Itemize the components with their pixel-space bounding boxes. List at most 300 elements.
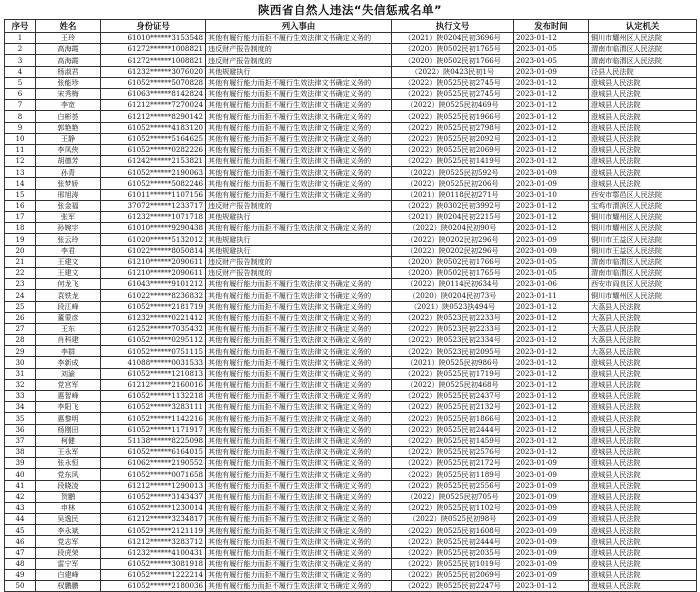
cell-id-number: 61232******0221412 (101, 312, 206, 323)
cell-id-number: 51138******8225098 (101, 435, 206, 446)
cell-name: 党志军 (36, 536, 101, 547)
header-publish-date: 发布时间 (514, 20, 589, 33)
cell-reason: 其他有履行能力而拒不履行生效法律文书确定义务的 (206, 144, 392, 155)
table-row (5, 77, 697, 88)
cell-name: 雷宁军 (36, 558, 101, 569)
cell-authority: 澄城县人民法院 (589, 502, 697, 513)
cell-id-number: 61272******1008821 (101, 44, 206, 55)
cell-publish-date: 2023-01-12 (514, 379, 589, 390)
cell-index: 24 (5, 290, 36, 301)
cell-id-number: 61063******8142824 (101, 88, 206, 99)
cell-id-number: 61272******1008821 (101, 55, 206, 66)
cell-authority: 铜川市耀州区人民法院 (589, 290, 697, 301)
cell-id-number: 41088******0031533 (101, 357, 206, 368)
cell-case-number: （2020）陕0204民初73号 (392, 290, 514, 301)
cell-publish-date: 2023-01-12 (514, 212, 589, 223)
cell-case-number: （2020）陕0502民初1765号 (392, 267, 514, 278)
cell-reason: 其他有履行能力而拒不履行生效法律文书确定义务的 (206, 458, 392, 469)
cell-publish-date: 2023-01-12 (514, 402, 589, 413)
cell-id-number: 61052******0071658 (101, 469, 206, 480)
cell-case-number: （2021）陕0118民初271号 (392, 189, 514, 200)
cell-reason: 其他有履行能力而拒不履行生效法律文书确定义务的 (206, 156, 392, 167)
cell-id-number: 61052******2121119 (101, 525, 206, 536)
cell-publish-date: 2023-01-09 (514, 167, 589, 178)
cell-case-number: （2022）陕0525民初592号 (392, 167, 514, 178)
cell-name: 惠黎明 (36, 413, 101, 424)
cell-publish-date: 2023-01-10 (514, 189, 589, 200)
cell-reason: 其他有履行能力而拒不履行生效法律文书确定义务的 (206, 536, 392, 547)
cell-name: 邢旭涛 (36, 189, 101, 200)
cell-name: 杨刚田 (36, 424, 101, 435)
table-row (5, 156, 697, 167)
cell-case-number: （2022）陕0525民初2247号 (392, 581, 514, 592)
cell-case-number: （2022）陕0523民初2233号 (392, 323, 514, 334)
cell-index: 45 (5, 525, 36, 536)
cell-publish-date: 2023-01-11 (514, 290, 589, 301)
cell-id-number: 61232******4100431 (101, 547, 206, 558)
table-row (5, 290, 697, 301)
cell-reason: 其他有履行能力而拒不履行生效法律文书确定义务的 (206, 581, 392, 592)
cell-id-number: 61052******0751115 (101, 346, 206, 357)
cell-id-number: 61052******1171917 (101, 424, 206, 435)
cell-authority: 澄城县人民法院 (589, 88, 697, 99)
cell-index: 35 (5, 413, 36, 424)
cell-id-number: 61052******2190063 (101, 167, 206, 178)
cell-authority: 铜川市王益区人民法院 (589, 234, 697, 245)
table-row (5, 178, 697, 189)
cell-reason: 违反财产报告制度的 (206, 256, 392, 267)
cell-publish-date: 2023-01-12 (514, 346, 589, 357)
cell-authority: 澄城县人民法院 (589, 111, 697, 122)
cell-id-number: 61052******5164625 (101, 133, 206, 144)
cell-authority: 澄城县人民法院 (589, 379, 697, 390)
cell-name: 王静 (36, 133, 101, 144)
cell-reason: 其他有履行能力而拒不履行生效法律文书确定义务的 (206, 558, 392, 569)
cell-case-number: （2022）陕0525民初1189号 (392, 469, 514, 480)
cell-id-number: 61052******1210813 (101, 368, 206, 379)
header-reason: 列入事由 (206, 20, 392, 33)
cell-reason: 其他有履行能力而拒不履行生效法律文书确定义务的 (206, 167, 392, 178)
cell-name: 胡德芳 (36, 156, 101, 167)
table-row (5, 267, 697, 278)
cell-index: 9 (5, 122, 36, 133)
cell-authority: 澄城县人民法院 (589, 558, 697, 569)
cell-authority: 澄城县人民法院 (589, 514, 697, 525)
cell-authority: 大荔县人民法院 (589, 346, 697, 357)
cell-case-number: （2022）陕0525民初468号 (392, 379, 514, 390)
cell-case-number: （2020）陕0502民初1766号 (392, 256, 514, 267)
cell-index: 38 (5, 446, 36, 457)
cell-name: 党东风 (36, 469, 101, 480)
cell-reason: 其他有履行能力而拒不履行生效法律文书确定义务的 (206, 435, 392, 446)
cell-reason: 其他有履行能力而拒不履行生效法律文书确定义务的 (206, 301, 392, 312)
cell-authority: 澄城县人民法院 (589, 446, 697, 457)
cell-authority: 澄城县人民法院 (589, 167, 697, 178)
table-row (5, 502, 697, 513)
cell-reason: 其他有履行能力而拒不履行生效法律文书确定义务的 (206, 290, 392, 301)
cell-case-number: （2022）陕0525民初206号 (392, 178, 514, 189)
cell-publish-date: 2023-01-12 (514, 581, 589, 592)
table-row (5, 547, 697, 558)
table-row (5, 33, 697, 44)
blacklist-table (4, 19, 697, 592)
cell-publish-date: 2023-01-09 (514, 536, 589, 547)
cell-name: 张云玲 (36, 234, 101, 245)
cell-id-number: 61212******8290142 (101, 111, 206, 122)
cell-index: 12 (5, 156, 36, 167)
table-row (5, 212, 697, 223)
cell-name: 郭艳艳 (36, 122, 101, 133)
cell-authority: 西安市鄠邑区人民法院 (589, 189, 697, 200)
cell-publish-date: 2023-01-09 (514, 178, 589, 189)
cell-authority: 澄城县人民法院 (589, 144, 697, 155)
cell-case-number: （2022）陕0202民初296号 (392, 245, 514, 256)
cell-publish-date: 2023-01-12 (514, 122, 589, 133)
cell-case-number: （2022）陕0525民初705号 (392, 491, 514, 502)
cell-case-number: （2022）陕0525民初1966号 (392, 111, 514, 122)
cell-reason: 其他有履行能力而拒不履行生效法律文书确定义务的 (206, 469, 392, 480)
header-index: 序号 (5, 20, 36, 33)
cell-publish-date: 2023-01-09 (514, 514, 589, 525)
cell-name: 高海霞 (36, 55, 101, 66)
cell-id-number: 61052******1222214 (101, 570, 206, 581)
cell-name: 王玲 (36, 33, 101, 44)
cell-case-number: （2022）陕0302民初3992号 (392, 200, 514, 211)
cell-case-number: （2022）陕0525民初2745号 (392, 77, 514, 88)
cell-publish-date: 2023-01-09 (514, 458, 589, 469)
cell-index: 33 (5, 391, 36, 402)
cell-authority: 渭南市临渭区人民法院 (589, 267, 697, 278)
cell-index: 25 (5, 301, 36, 312)
cell-name: 董蒙彦 (36, 312, 101, 323)
table-row (5, 100, 697, 111)
cell-index: 50 (5, 581, 36, 592)
cell-name: 段江峰 (36, 301, 101, 312)
cell-id-number: 61212******3283712 (101, 536, 206, 547)
cell-case-number: （2022）陕0525民初2556号 (392, 480, 514, 491)
cell-index: 2 (5, 44, 36, 55)
cell-index: 11 (5, 144, 36, 155)
cell-case-number: （2021）陕0525民初986号 (392, 357, 514, 368)
cell-index: 1 (5, 33, 36, 44)
cell-index: 29 (5, 346, 36, 357)
cell-name: 吴逸民 (36, 514, 101, 525)
cell-name: 何龙飞 (36, 279, 101, 290)
table-row (5, 312, 697, 323)
cell-id-number: 61052******2180036 (101, 581, 206, 592)
cell-publish-date: 2023-01-09 (514, 525, 589, 536)
table-row (5, 536, 697, 547)
table-row (5, 402, 697, 413)
table-row (5, 458, 697, 469)
cell-name: 段虎荣 (36, 547, 101, 558)
cell-authority: 渭南市临渭区人民法院 (589, 55, 697, 66)
cell-publish-date: 2023-01-12 (514, 200, 589, 211)
cell-authority: 澄城县人民法院 (589, 581, 697, 592)
cell-name: 李永斌 (36, 525, 101, 536)
cell-index: 8 (5, 111, 36, 122)
cell-authority: 铜川市耀州区人民法院 (589, 212, 697, 223)
cell-index: 30 (5, 357, 36, 368)
header-case-number: 执行文号 (392, 20, 514, 33)
table-row (5, 424, 697, 435)
table-row (5, 55, 697, 66)
cell-reason: 其他有履行能力而拒不履行生效法律文书确定义务的 (206, 514, 392, 525)
table-row (5, 200, 697, 211)
cell-reason: 违反财产报告制度的 (206, 267, 392, 278)
cell-reason: 其他有履行能力而拒不履行生效法律文书确定义务的 (206, 100, 392, 111)
table-row (5, 111, 697, 122)
cell-name: 李群 (36, 346, 101, 357)
cell-index: 42 (5, 491, 36, 502)
cell-index: 22 (5, 267, 36, 278)
cell-name: 惠智峰 (36, 391, 101, 402)
table-row (5, 223, 697, 234)
cell-name: 张能珍 (36, 77, 101, 88)
cell-reason: 违反财产报告制度的 (206, 55, 392, 66)
table-row (5, 558, 697, 569)
cell-authority: 澄城县人民法院 (589, 570, 697, 581)
cell-publish-date: 2023-01-12 (514, 413, 589, 424)
cell-publish-date: 2023-01-12 (514, 301, 589, 312)
cell-id-number: 37072******1233717 (101, 200, 206, 211)
cell-authority: 西安市阎良区人民法院 (589, 279, 697, 290)
cell-publish-date: 2023-01-09 (514, 480, 589, 491)
cell-name: 党宫军 (36, 379, 101, 390)
cell-index: 10 (5, 133, 36, 144)
cell-authority: 澄城县人民法院 (589, 491, 697, 502)
cell-index: 36 (5, 424, 36, 435)
header-name: 姓名 (36, 20, 101, 33)
cell-index: 28 (5, 335, 36, 346)
cell-reason: 其他有履行能力而拒不履行生效法律文书确定义务的 (206, 346, 392, 357)
cell-reason: 其他有履行能力而拒不履行生效法律文书确定义务的 (206, 189, 392, 200)
cell-publish-date: 2023-01-12 (514, 144, 589, 155)
cell-name: 贺鹏 (36, 491, 101, 502)
cell-publish-date: 2023-01-09 (514, 491, 589, 502)
cell-reason: 其他有履行能力而拒不履行生效法律文书确定义务的 (206, 379, 392, 390)
cell-name: 张永恒 (36, 458, 101, 469)
cell-publish-date: 2023-01-12 (514, 435, 589, 446)
cell-index: 31 (5, 368, 36, 379)
table-row (5, 391, 697, 402)
cell-index: 23 (5, 279, 36, 290)
cell-reason: 其他有履行能力而拒不履行生效法律文书确定义务的 (206, 133, 392, 144)
cell-authority: 澄城县人民法院 (589, 100, 697, 111)
cell-index: 43 (5, 502, 36, 513)
cell-reason: 其他有履行能力而拒不履行生效法律文书确定义务的 (206, 33, 392, 44)
cell-id-number: 61052******4183120 (101, 122, 206, 133)
cell-id-number: 61052******3143437 (101, 491, 206, 502)
cell-name: 李阳飞 (36, 402, 101, 413)
cell-name: 杨淑君 (36, 66, 101, 77)
cell-authority: 澄城县人民法院 (589, 133, 697, 144)
cell-publish-date: 2023-01-12 (514, 323, 589, 334)
cell-id-number: 61052******3081918 (101, 558, 206, 569)
cell-reason: 其他有履行能力而拒不履行生效法律文书确定义务的 (206, 424, 392, 435)
cell-reason: 其他规避执行 (206, 234, 392, 245)
cell-case-number: （2022）陕0525民初2069号 (392, 570, 514, 581)
cell-index: 32 (5, 379, 36, 390)
cell-name: 王建文 (36, 267, 101, 278)
cell-name: 王建文 (36, 256, 101, 267)
table-row (5, 66, 697, 77)
cell-name: 王东 (36, 323, 101, 334)
cell-id-number: 61062******2190552 (101, 458, 206, 469)
cell-index: 46 (5, 536, 36, 547)
cell-id-number: 61252******7035432 (101, 323, 206, 334)
cell-name: 孙婉宇 (36, 223, 101, 234)
cell-name: 申林 (36, 502, 101, 513)
cell-reason: 其他有履行能力而拒不履行生效法律文书确定义务的 (206, 491, 392, 502)
cell-publish-date: 2023-01-12 (514, 368, 589, 379)
table-row (5, 581, 697, 592)
cell-id-number: 61011******1107156 (101, 189, 206, 200)
cell-index: 21 (5, 256, 36, 267)
cell-authority: 铜川市耀州区人民法院 (589, 33, 697, 44)
cell-publish-date: 2023-01-09 (514, 558, 589, 569)
cell-id-number: 61020******5132012 (101, 234, 206, 245)
cell-publish-date: 2023-01-09 (514, 66, 589, 77)
cell-publish-date: 2023-01-05 (514, 55, 589, 66)
cell-authority: 渭南市临渭区人民法院 (589, 256, 697, 267)
cell-authority: 澄城县人民法院 (589, 368, 697, 379)
cell-authority: 渭南市临渭区人民法院 (589, 44, 697, 55)
table-row (5, 446, 697, 457)
cell-id-number: 61052******6164015 (101, 446, 206, 457)
cell-reason: 其他有履行能力而拒不履行生效法律文书确定义务的 (206, 122, 392, 133)
table-row (5, 122, 697, 133)
cell-authority: 澄城县人民法院 (589, 122, 697, 133)
cell-authority: 大荔县人民法院 (589, 301, 697, 312)
cell-publish-date: 2023-01-12 (514, 391, 589, 402)
cell-id-number: 61052******3283111 (101, 402, 206, 413)
cell-publish-date: 2023-01-09 (514, 570, 589, 581)
cell-reason: 其他规避执行 (206, 66, 392, 77)
cell-authority: 澄城县人民法院 (589, 536, 697, 547)
cell-publish-date: 2023-01-05 (514, 267, 589, 278)
cell-case-number: （2020）陕0502民初1765号 (392, 44, 514, 55)
cell-index: 20 (5, 245, 36, 256)
table-row (5, 413, 697, 424)
cell-case-number: （2022）陕0525民初1608号 (392, 525, 514, 536)
cell-id-number: 61212******2160016 (101, 379, 206, 390)
cell-case-number: （2022）陕0525民初1459号 (392, 435, 514, 446)
cell-id-number: 61210******2090611 (101, 256, 206, 267)
cell-reason: 其他有履行能力而拒不履行生效法律文书确定义务的 (206, 335, 392, 346)
header-id-number: 身份证号 (101, 20, 206, 33)
cell-reason: 其他有履行能力而拒不履行生效法律文书确定义务的 (206, 402, 392, 413)
cell-case-number: （2022）陕0525民初2444号 (392, 424, 514, 435)
cell-reason: 其他有履行能力而拒不履行生效法律文书确定义务的 (206, 525, 392, 536)
cell-reason: 其他有履行能力而拒不履行生效法律文书确定义务的 (206, 368, 392, 379)
table-row (5, 189, 697, 200)
cell-reason: 其他有履行能力而拒不履行生效法律文书确定义务的 (206, 570, 392, 581)
cell-reason: 其他有履行能力而拒不履行生效法律文书确定义务的 (206, 279, 392, 290)
cell-name: 袁铁龙 (36, 290, 101, 301)
cell-authority: 澄城县人民法院 (589, 424, 697, 435)
cell-authority: 澄城县人民法院 (589, 413, 697, 424)
table-row (5, 480, 697, 491)
cell-case-number: （2021）陕0523执494号 (392, 301, 514, 312)
cell-name: 白建峰 (36, 570, 101, 581)
cell-index: 40 (5, 469, 36, 480)
cell-name: 张金福 (36, 200, 101, 211)
cell-authority: 澄城县人民法院 (589, 469, 697, 480)
cell-case-number: （2022）陕0525民初98号 (392, 514, 514, 525)
cell-reason: 其他有履行能力而拒不履行生效法律文书确定义务的 (206, 111, 392, 122)
table-row (5, 514, 697, 525)
cell-authority: 铜川市耀州区人民法院 (589, 223, 697, 234)
cell-index: 37 (5, 435, 36, 446)
cell-publish-date: 2023-01-12 (514, 33, 589, 44)
cell-case-number: （2022）陕0525民初1719号 (392, 368, 514, 379)
cell-authority: 宝鸡市渭滨区人民法院 (589, 200, 697, 211)
cell-index: 13 (5, 167, 36, 178)
table-row (5, 357, 697, 368)
cell-id-number: 61010******3153548 (101, 33, 206, 44)
cell-index: 3 (5, 55, 36, 66)
cell-id-number: 61052******0282226 (101, 144, 206, 155)
cell-name: 段晓凌 (36, 480, 101, 491)
cell-reason: 其他有履行能力而拒不履行生效法律文书确定义务的 (206, 391, 392, 402)
cell-id-number: 61052******2181719 (101, 301, 206, 312)
cell-index: 5 (5, 77, 36, 88)
cell-case-number: （2022）陕0525民初1102号 (392, 502, 514, 513)
cell-reason: 其他有履行能力而拒不履行生效法律文书确定义务的 (206, 547, 392, 558)
table-row (5, 570, 697, 581)
cell-reason: 其他有履行能力而拒不履行生效法律文书确定义务的 (206, 446, 392, 457)
table-row (5, 368, 697, 379)
table-row (5, 525, 697, 536)
cell-name: 宋秀梅 (36, 88, 101, 99)
cell-name: 李宽 (36, 100, 101, 111)
cell-publish-date: 2023-01-12 (514, 424, 589, 435)
cell-id-number: 61232******3076020 (101, 66, 206, 77)
cell-publish-date: 2023-01-12 (514, 156, 589, 167)
table-row (5, 469, 697, 480)
cell-name: 孙青 (36, 167, 101, 178)
cell-index: 7 (5, 100, 36, 111)
cell-case-number: （2022）陕0525民初1866号 (392, 413, 514, 424)
cell-publish-date: 2023-01-12 (514, 312, 589, 323)
cell-name: 权鹏鹏 (36, 581, 101, 592)
cell-authority: 大荔县人民法院 (589, 312, 697, 323)
table-row (5, 301, 697, 312)
cell-name: 张军 (36, 212, 101, 223)
cell-id-number: 61210******2090611 (101, 267, 206, 278)
cell-index: 16 (5, 200, 36, 211)
cell-reason: 违反财产报告制度的 (206, 200, 392, 211)
cell-publish-date: 2023-01-12 (514, 446, 589, 457)
cell-case-number: （2022）陕0525民初2745号 (392, 88, 514, 99)
cell-index: 19 (5, 234, 36, 245)
table-row (5, 435, 697, 446)
table-row (5, 167, 697, 178)
cell-authority: 澄城县人民法院 (589, 525, 697, 536)
header-row (5, 20, 697, 33)
cell-authority: 大荔县人民法院 (589, 335, 697, 346)
table-row (5, 144, 697, 155)
cell-authority: 澄城县人民法院 (589, 357, 697, 368)
cell-reason: 其他有履行能力而拒不履行生效法律文书确定义务的 (206, 312, 392, 323)
table-row (5, 323, 697, 334)
cell-name: 高海霞 (36, 44, 101, 55)
cell-reason: 其他有履行能力而拒不履行生效法律文书确定义务的 (206, 413, 392, 424)
cell-authority: 澄城县人民法院 (589, 402, 697, 413)
cell-case-number: （2022）陕0525民初2576号 (392, 446, 514, 457)
cell-publish-date: 2023-01-09 (514, 234, 589, 245)
